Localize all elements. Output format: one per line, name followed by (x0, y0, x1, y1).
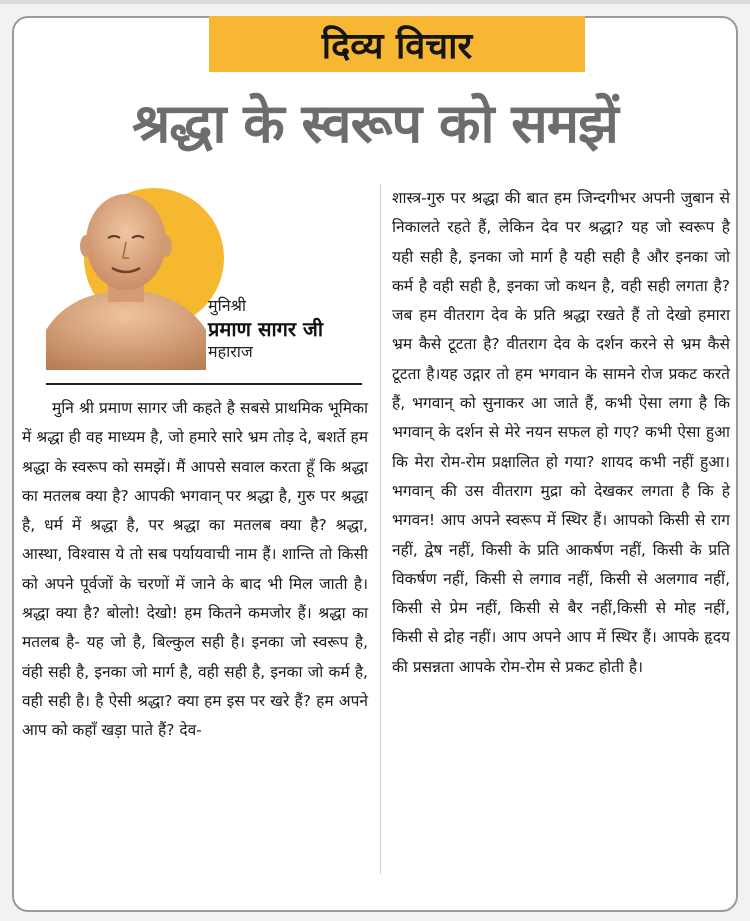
article-paragraph-left: मुनि श्री प्रमाण सागर जी कहते है सबसे प्राथमिक भूमिका में श्रद्धा ही वह माध्यम है, जो हमारे सारे भ्रम तोड़ दे, बशर्ते हम श्रद्धा के स्वरूप को समझें। मैं आपसे सवाल करता हूँ कि श्रद्धा का मतलब क्या है? आपकी भगवान् पर श्रद्धा है, गुरु पर श्रद्धा है, धर्म में श्रद्धा है, पर श्रद्धा का मतलब क्या है? श्रद्धा, आस्था, विश्वास ये तो सब पर्यायवाची नाम हैं। शान्ति तो किसी को अपने पूर्वजों के चरणों में जाने के बाद भी मिल जाती है। श्रद्धा क्या है? बोलो! देखो! हम कितने कमजोर हैं। श्रद्धा का मतलब है- यह जो है, बिल्कुल सही है। इनका जो स्वरूप है, वंही सही है, इनका जो मार्ग है, वही सही है, इनका जो कर्म है, वही सही है। है ऐसी श्रद्धा? क्या हम इस पर खरे हैं? हम अपने आप को कहाँ खड़ा पाते हैं? देव- (22, 399, 368, 740)
author-byline (208, 296, 368, 362)
article-column-right (392, 184, 730, 682)
column-divider (380, 184, 381, 874)
author-name: प्रमाण सागर जी (208, 317, 324, 341)
section-banner (209, 16, 585, 72)
author-honorific: मुनिश्री (208, 296, 247, 315)
top-edge-strip (0, 0, 750, 4)
author-suffix: महाराज (208, 342, 253, 361)
section-title: दिव्य विचार (321, 25, 473, 67)
article-column-left (22, 394, 368, 746)
monk-portrait-icon (46, 180, 206, 370)
article-paragraph-right: शास्त्र-गुरु पर श्रद्धा की बात हम जिन्दगीभर अपनी जुबान से निकालते रहते हैं, लेकिन देव पर श्रद्धा? यह जो स्वरूप है यही सही है, इनका जो मार्ग है यही सही है और इनका जो कर्म है वही सही है, इनका जो कथन है, वही सही लगता है? जब हम वीतराग देव के प्रति श्रद्धा रखते हैं तो देखो हमारा भ्रम कैसे टूटता है? वीतराग देव के दर्शन करने से भ्रम कैसे टूटता है।यह उद्गार तो हम भगवान के सामने रोज प्रकट करते हैं, भगवान् को सुनाकर आ जाते हैं, कभी ऐसा लगा है कि भगवान् के दर्शन से मेरे नयन सफल हो गए? कभी ऐसा हुआ कि मेरा रोम-रोम प्रक्षालित हो गया? शायद कभी नहीं हुआ। भगवान् की उस वीतराग मुद्रा को देखकर लगता है कि हे भगवन! आप अपने स्वरूप में स्थिर हैं। आपको किसी से राग नहीं, द्वेष नहीं, किसी के प्रति आकर्षण नहीं, किसी के प्रति विकर्षण नहीं, किसी से लगाव नहीं, किसी से अलगाव नहीं, किसी से प्रेम नहीं, किसी से बैर नहीं,किसी से मोह नहीं, किसी से द्रोह नहीं। आप अपने आप में स्थिर हैं। आपके हृदय की प्रसन्नता आपके रोम-रोम से प्रकट होती है। (392, 189, 730, 676)
byline-rule (46, 383, 362, 385)
article-headline: श्रद्धा के स्वरूप को समझें (132, 92, 618, 155)
